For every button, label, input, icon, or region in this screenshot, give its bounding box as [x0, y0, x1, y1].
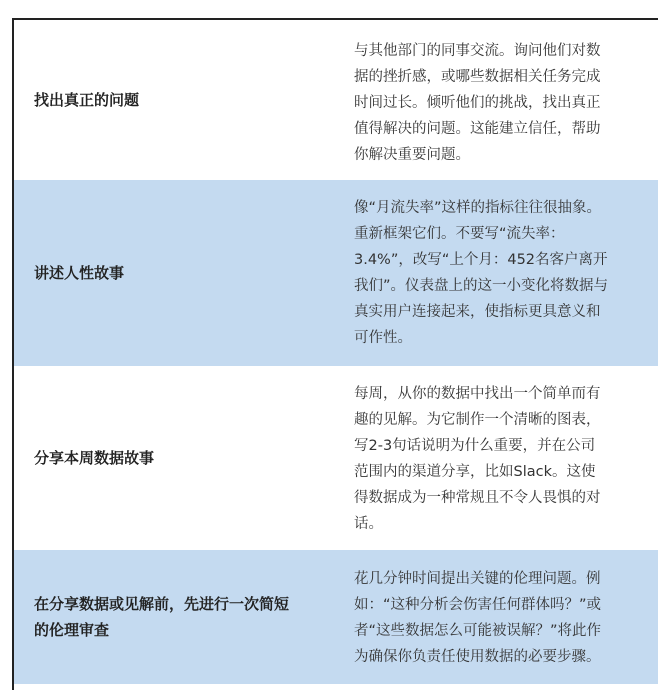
row-title: 找出真正的问题 — [34, 91, 140, 109]
table-row — [14, 20, 658, 180]
table-row — [14, 180, 658, 366]
row-title: 讲述人性故事 — [34, 264, 125, 282]
row-description: 每周，从你的数据中找出一个简单而有 趣的见解。为它制作一个清晰的图表， 写2-3句话说明为什么重要，并在公司 范围内的渠道分享，比如Slack。这使 得数据成为一种常规且不令人畏惧的对 话。 — [354, 386, 601, 532]
table-row — [14, 366, 658, 550]
row-description: 与其他部门的同事交流。询问他们对数 据的挫折感，或哪些数据相关任务完成 时间过长。倾听他们的挑战，找出真正 值得解决的问题。这能建立信任，帮助 你解决重要问题。 — [354, 43, 601, 163]
row-title: 在分享数据或见解前，先进行一次简短 的伦理审查 — [34, 595, 290, 639]
row-title: 分享本周数据故事 — [34, 449, 155, 467]
table-row — [14, 550, 658, 684]
row-description: 像“月流失率”这样的指标往往很抽象。 重新框架它们。不要写“流失率： 3.4%”，改写“上个月：452名客户离开 我们”。仪表盘上的这一小变化将数据与 真实用户连接起来，使指标更具意义和 可作性。 — [354, 200, 609, 346]
row-description: 花几分钟时间提出关键的伦理问题。例 如：“这种分析会伤害任何群体吗？”或 者“这些数据怎么可能被误解？”将此作 为确保你负责任使用数据的必要步骤。 — [354, 571, 602, 665]
